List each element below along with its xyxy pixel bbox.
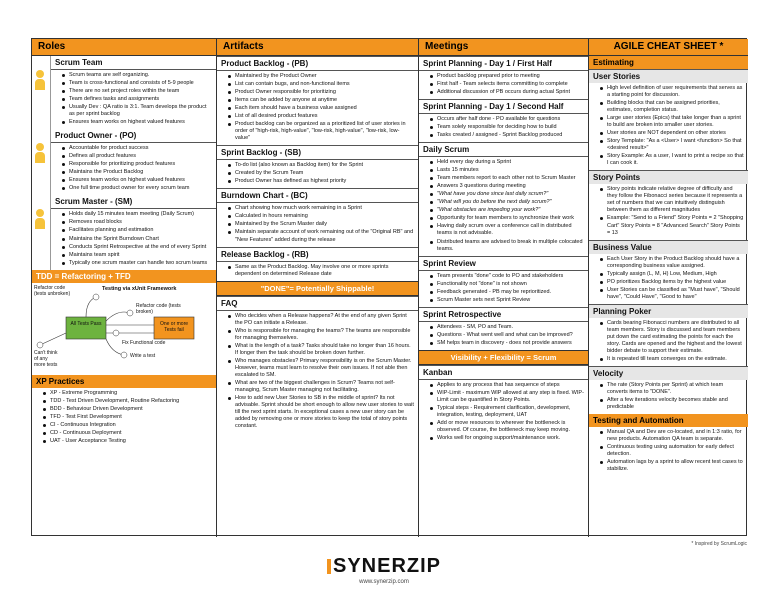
- fix-code-label: Fix Functional code: [122, 339, 166, 346]
- step-marker-icon: [127, 310, 133, 316]
- list-item: Additional discussion of PB occurs during actual Sprint: [429, 89, 584, 96]
- meetings-column: [419, 39, 589, 537]
- list-item: Add or move resources to wherever the bottleneck is observed. Of course, the bottleneck may keep moving.: [429, 420, 584, 434]
- sprint-retrospective-title: Sprint Retrospective: [419, 307, 588, 322]
- list-item: Scrum Master sets next Sprint Review: [429, 297, 584, 304]
- list-item: SM helps team in discovery - does not provide answers: [429, 340, 584, 347]
- list-item: Same as the Product Backlog. May involve one or more sprints dependent on determined Release date: [227, 264, 414, 278]
- product-backlog-title: Product Backlog - (PB): [217, 56, 418, 71]
- list-item: Team presents "done" code to PO and stakeholders: [429, 273, 584, 280]
- list-item: Applies to any process that has sequence of steps: [429, 382, 584, 389]
- list-item: Maintained by the Scrum Master daily: [227, 221, 414, 228]
- list-item: XP - Extreme Programming: [42, 390, 212, 397]
- xp-header: XP Practices: [32, 375, 216, 388]
- tdd-diagram: [32, 283, 216, 375]
- scrum-team-list: [51, 70, 216, 129]
- list-item: What is the length of a task? Tasks should take no longer than 16 hours. If longer then the task should be broken down further.: [227, 343, 414, 357]
- list-item: Works well for ongoing support/maintenance work.: [429, 435, 584, 442]
- faq-title: FAQ: [217, 296, 418, 311]
- list-item: High level definition of user requirements that serves as a starting point for discussion.: [599, 85, 744, 99]
- list-item: Typically one scrum master can handle two scrum teams: [61, 260, 212, 267]
- sprint-backlog-list: [217, 160, 418, 188]
- list-item: Distributed teams are advised to break in multiple colocated teams.: [429, 239, 584, 253]
- sprint-review-list: [419, 271, 588, 307]
- step-marker-icon: [37, 342, 43, 348]
- list-item: Each item should have a business value assigned: [227, 105, 414, 112]
- artifacts-column: [217, 39, 419, 537]
- roles-column: [32, 39, 217, 537]
- list-item: "What will you do before the next daily scrum?": [429, 199, 584, 206]
- list-item: Automation lags by a sprint to allow recent test cases to stabilize.: [599, 459, 744, 473]
- list-item: Having daily scrum over a conference call in distributed teams is not advisable.: [429, 223, 584, 237]
- meetings-header: Meetings: [419, 39, 588, 56]
- list-item: Defines all product features: [61, 153, 212, 160]
- list-item: Lasts 15 minutes: [429, 167, 584, 174]
- product-owner-section: [32, 129, 216, 195]
- sprint-planning-first-list: [419, 71, 588, 99]
- release-backlog-list: [217, 262, 418, 281]
- list-item: Functionality not "done" is not shown: [429, 281, 584, 288]
- visibility-banner: Visibility + Flexibility = Scrum: [419, 350, 588, 365]
- list-item: To-do list (also known as Backlog item) for the Sprint: [227, 162, 414, 169]
- list-item: List of all desired product features: [227, 113, 414, 120]
- website-link[interactable]: www.synerzip.com: [359, 579, 409, 585]
- list-item: Held every day during a Sprint: [429, 159, 584, 166]
- sprint-retrospective-list: [419, 322, 588, 350]
- list-item: Team is cross-functional and consists of 5-9 people: [61, 80, 212, 87]
- list-item: Attendees - SM, PO and Team.: [429, 324, 584, 331]
- list-item: Holds daily 15 minutes team meeting (Daily Scrum): [61, 211, 212, 218]
- sheet-title: AGILE CHEAT SHEET *: [589, 39, 748, 56]
- testing-automation-title: Testing and Automation: [589, 414, 748, 427]
- roles-header: Roles: [32, 39, 216, 56]
- scrum-master-list: [51, 209, 216, 269]
- list-item: TDD - Test Driven Development, Routine Refactoring: [42, 398, 212, 405]
- list-item: The rate (Story Points per Sprint) at which team converts items to "DONE".: [599, 382, 744, 396]
- list-item: How to add new User Stories to SB in the middle of sprint? Its not advisable. Sprint should be short enough to allow new user stories to wait till the next sprint starts. In exceptional cases a new user story can be added by removing one or more stories to keep the total of story points constant.: [227, 395, 414, 430]
- release-backlog-title: Release Backlog - (RB): [217, 247, 418, 262]
- list-item: One full time product owner for every scrum team: [61, 185, 212, 192]
- no-more-tests-arrow: [40, 333, 66, 345]
- product-owner-avatar-icon: [35, 143, 45, 163]
- list-item: After a few iterations velocity becomes stable and predictable: [599, 397, 744, 411]
- framework-label: Testing via xUnit Framework: [102, 285, 177, 292]
- estimating-header: Estimating: [589, 56, 748, 69]
- xp-list: [32, 388, 216, 448]
- estimating-column: [589, 39, 748, 537]
- list-item: Cards bearing Fibonacci numbers are distributed to all team members. Story is discussed and team members put down the card estimating the points for each the story. Cards are opened and the highest and the lowest bidder debate to support their estimate.: [599, 320, 744, 355]
- burndown-chart-title: Burndown Chart - (BC): [217, 188, 418, 203]
- list-item: Product Owner has defined as highest priority: [227, 178, 414, 185]
- list-item: Team members report to each other not to Scrum Master: [429, 175, 584, 182]
- kanban-title: Kanban: [419, 365, 588, 380]
- step-marker-icon: [113, 330, 119, 336]
- list-item: Who decides when a Release happens? At the end of any given Sprint the PO can initiate a Release.: [227, 313, 414, 327]
- tdd-header: TDD = Refactoring + TFD: [32, 270, 216, 283]
- burndown-chart-list: [217, 203, 418, 246]
- list-item: User Stories can be classified as "Must have", "Should have", "Could Have", "Good to have": [599, 287, 744, 301]
- list-item: Facilitates planning and estimation: [61, 227, 212, 234]
- list-item: Accountable for product success: [61, 145, 212, 152]
- list-item: Opportunity for team members to synchronize their work: [429, 215, 584, 222]
- list-item: Who is responsible for managing the teams? The teams are responsible for managing themselves.: [227, 328, 414, 342]
- one-fail-label: One or more Tests fail: [159, 320, 189, 333]
- velocity-list: [589, 380, 748, 414]
- list-item: Product Owner responsible for prioritizing: [227, 89, 414, 96]
- list-item: CD - Continuous Deployment: [42, 430, 212, 437]
- credit-note: * Inspired by ScrumLogic: [691, 541, 747, 547]
- list-item: "What have you done since last daily scrum?": [429, 191, 584, 198]
- team-avatar-icon: [35, 70, 45, 90]
- list-item: Large user stories (Epics) that take longer than a sprint to build are broken into smaller user stories.: [599, 115, 744, 129]
- refactor-unbroken-label: Refactor code (tests unbroken): [34, 284, 71, 297]
- list-item: TFD - Test First Development: [42, 414, 212, 421]
- planning-poker-list: [589, 318, 748, 366]
- velocity-title: Velocity: [589, 366, 748, 380]
- company-logo[interactable]: [0, 555, 768, 578]
- list-item: There are no set project roles within the team: [61, 88, 212, 95]
- write-test-label: Write a test: [130, 352, 156, 359]
- list-item: Removes road blocks: [61, 219, 212, 226]
- list-item: Questions - What went well and what can be improved?: [429, 332, 584, 339]
- scrum-team-section: [32, 56, 216, 129]
- story-points-title: Story Points: [589, 170, 748, 184]
- sprint-planning-second-list: [419, 114, 588, 142]
- scrum-master-title: Scrum Master - (SM): [51, 195, 216, 209]
- list-item: Example: "Send to a Friend" Story Points = 2 "Shopping Cart" Story Points = 8 "Advanced Search" Story Points = 13: [599, 215, 744, 236]
- artifacts-header: Artifacts: [217, 39, 418, 56]
- product-owner-list: [51, 143, 216, 195]
- done-banner: "DONE"= Potentially Shippable!: [217, 281, 418, 296]
- refactor-broken-arrow: [106, 312, 130, 321]
- scrum-team-title: Scrum Team: [51, 56, 216, 70]
- list-item: Tasks created / assigned - Sprint Backlog produced: [429, 132, 584, 139]
- list-item: Product backlog prepared prior to meeting: [429, 73, 584, 80]
- business-value-list: [589, 254, 748, 304]
- list-item: CI - Continuous Integration: [42, 422, 212, 429]
- list-item: Occurs after half done - PO available for questions: [429, 116, 584, 123]
- list-item: Building blocks that can be assigned priorities, estimates, completion status.: [599, 100, 744, 114]
- list-item: It is repeated till team converges on the estimate.: [599, 356, 744, 363]
- list-item: User stories are NOT dependent on other stories: [599, 130, 744, 137]
- user-stories-title: User Stories: [589, 69, 748, 83]
- daily-scrum-list: [419, 157, 588, 255]
- list-item: Calculated in hours remaining: [227, 213, 414, 220]
- footer: [0, 555, 768, 585]
- refactor-broken-label: Refactor code (tests broken): [136, 302, 181, 315]
- cant-think-label: Can't think of any more tests: [34, 349, 58, 368]
- sprint-backlog-title: Sprint Backlog - (SB): [217, 145, 418, 160]
- list-item: Responsible for prioritizing product features: [61, 161, 212, 168]
- daily-scrum-title: Daily Scrum: [419, 142, 588, 157]
- list-item: What are two of the biggest challenges in Scrum? Teams not self-managing, Scrum Master managing not facilitating.: [227, 380, 414, 394]
- list-item: Maintain separate account of work remaining out of the "Original RB" and "New Features" added during the release: [227, 229, 414, 243]
- list-item: PO prioritizes Backlog items by the highest value: [599, 279, 744, 286]
- list-item: Story Template: "As a <User> I want <function> So that <desired result>": [599, 138, 744, 152]
- scrum-master-avatar-icon: [35, 209, 45, 229]
- list-item: Continuous testing using automation for early defect detection.: [599, 444, 744, 458]
- step-marker-icon: [93, 294, 99, 300]
- list-item: Typically assign (L, M, H) Low, Medium, High: [599, 271, 744, 278]
- user-stories-list: [589, 83, 748, 170]
- list-item: Usually Dev : QA ratio is 3:1. Team develops the product as per sprint backlog: [61, 104, 212, 118]
- sprint-planning-first-title: Sprint Planning - Day 1 / First Half: [419, 56, 588, 71]
- list-item: WIP-Limit - maximum WIP allowed at any step is fixed. WIP-Limit can be quantified in Story Points.: [429, 390, 584, 404]
- sprint-planning-second-title: Sprint Planning - Day 1 / Second Half: [419, 99, 588, 114]
- list-item: "What obstacles are impeding your work?": [429, 207, 584, 214]
- list-item: Manual QA and Dev are co-located, and in 1:3 ratio, for new products. Automation QA team is separate.: [599, 429, 744, 443]
- testing-automation-list: [589, 427, 748, 476]
- list-item: Scrum teams are self organizing.: [61, 72, 212, 79]
- list-item: Maintained by the Product Owner: [227, 73, 414, 80]
- faq-list: [217, 311, 418, 434]
- business-value-title: Business Value: [589, 240, 748, 254]
- list-item: Each User Story in the Product Backlog should have a corresponding business value assigned.: [599, 256, 744, 270]
- list-item: Maintains team spirit: [61, 252, 212, 259]
- list-item: Feedback generated - PB may be reprioritized.: [429, 289, 584, 296]
- kanban-list: [419, 380, 588, 445]
- sprint-review-title: Sprint Review: [419, 256, 588, 271]
- list-item: Typical steps - Requirement clarification, development, integration, testing, deployment, UAT: [429, 405, 584, 419]
- list-item: Conducts Sprint Retrospective at the end of every Sprint: [61, 244, 212, 251]
- list-item: Maintains the Product Backlog: [61, 169, 212, 176]
- story-points-list: [589, 184, 748, 239]
- list-item: Chart showing how much work remaining in a Sprint: [227, 205, 414, 212]
- all-pass-label: All Tests Pass: [70, 320, 102, 327]
- product-backlog-list: [217, 71, 418, 145]
- list-item: First half - Team selects items committing to complete: [429, 81, 584, 88]
- cheat-sheet: [31, 38, 747, 536]
- list-item: Product backlog can be organized as a prioritized list of user stories in order of "high-risk, high-value", "low-risk, high-value", "low-risk, low-value": [227, 121, 414, 142]
- list-item: Team solely responsible for deciding how to build: [429, 124, 584, 131]
- step-marker-icon: [121, 352, 127, 358]
- list-item: Who manages obstacles? Primary responsibility is on the Scrum Master. However, teams must learn to resolve their own issues. If not able then escalated to SM.: [227, 358, 414, 379]
- refactor-unbroken-loop: [86, 297, 96, 317]
- scrum-master-section: [32, 195, 216, 269]
- list-item: BDD - Behaviour Driven Development: [42, 406, 212, 413]
- list-item: Ensures team works on highest valued features: [61, 177, 212, 184]
- list-item: Created by the Scrum Team: [227, 170, 414, 177]
- planning-poker-title: Planning Poker: [589, 304, 748, 318]
- product-owner-title: Product Owner - (PO): [51, 129, 216, 143]
- list-item: Maintains the Sprint Burndown Chart: [61, 236, 212, 243]
- list-item: List can contain bugs, and non-functional items: [227, 81, 414, 88]
- logo-bar-icon: [327, 559, 331, 574]
- list-item: Story points indicate relative degree of difficulty and they follow the Fibonacci series because it represents a set of numbers that we can intuitively distinguish between them as different magnitudes: [599, 186, 744, 214]
- list-item: UAT - User Acceptance Testing: [42, 438, 212, 445]
- list-item: Items can be added by anyone at anytime: [227, 97, 414, 104]
- list-item: Story Example: As a user, I want to print a recipe so that I can cook it.: [599, 153, 744, 167]
- list-item: Team defines tasks and assignments: [61, 96, 212, 103]
- list-item: Answers 3 questions during meeting: [429, 183, 584, 190]
- logo-text: SYNERZIP: [332, 555, 442, 577]
- list-item: Ensures team works on highest valued features: [61, 119, 212, 126]
